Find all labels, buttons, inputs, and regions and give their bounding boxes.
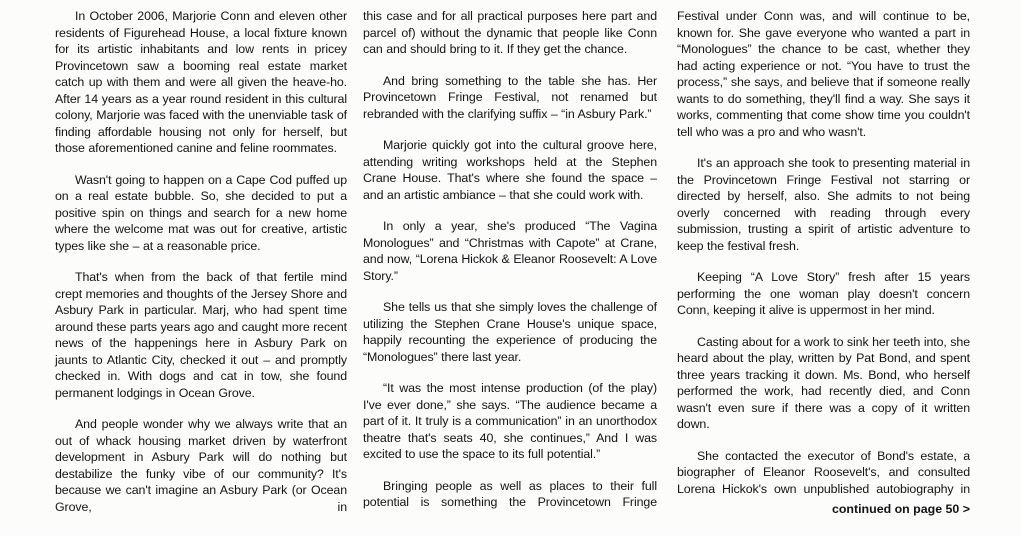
article-paragraph: In only a year, she's produced “The Vagina Monologues” and “Christmas with Capote” at Crane, and now, “Lorena Hickok & Eleanor Roosevelt: A Love Story.” bbox=[363, 219, 657, 283]
article-paragraph: She tells us that she simply loves the challenge of utilizing the Stephen Crane House's unique space, happily recounting the experience of producing the “Monologues” there last year. bbox=[363, 300, 657, 364]
article-paragraph: In October 2006, Marjorie Conn and eleven other residents of Figurehead House, a local fixture known for its artistic inhabitants and low rents in pricey Provincetown saw a booming real estate market catch up with them and were all given the heave-ho. After 14 years as a year round resident in this cultural colony, Marjorie was faced with the unenviable task of finding affordable housing not only for herself, but those aforementioned canine and feline roommates. bbox=[55, 9, 347, 155]
continued-notice: continued on page 50 > bbox=[831, 502, 970, 516]
article-paragraph: “It was the most intense production (of the play) I've ever done,” she says. “The audience became a part of it. It truly is a communication” in an unorthodox theatre that's seats 40, she continues,” And I was excited to use the space to its full potential.” bbox=[363, 381, 657, 461]
article-paragraph: Keeping “A Love Story” fresh after 15 years performing the one woman play doesn't concern Conn, keeping it alive is uppermost in her mind. bbox=[677, 270, 970, 317]
article-paragraph: That's when from the back of that fertile mind crept memories and thoughts of the Jersey Shore and Asbury Park in particular. Marj, who had spent time around these parts years ago and caught more recent news of the happenings here in Asbury Park on jaunts to Atlantic City, checked it out – and promptly checked in. With dogs and cat in tow, she found permanent lodgings in Ocean Grove. bbox=[55, 270, 347, 400]
article-paragraph: this case and for all practical purposes here part and parcel of) without the dynamic that people like Conn can and should bring to it. If they get the chance. bbox=[363, 9, 657, 56]
article-paragraph: She contacted the executor of Bond's estate, a biographer of Eleanor Roosevelt's, and consulted Lorena Hickok's own unpublished autobiography in bbox=[677, 448, 970, 496]
text-column-1 bbox=[55, 8, 347, 515]
text-column-2 bbox=[363, 8, 657, 511]
article-paragraph: Casting about for a work to sink her teeth into, she heard about the play, written by Pat Bond, and spent three years tracking it down. Ms. Bond, who herself performed the work, had recently died, and Conn wasn't even sure if there was a copy of it written down. bbox=[677, 334, 970, 431]
text-column-3 bbox=[677, 8, 970, 518]
article-paragraph: Festival under Conn was, and will continue to be, known for. She gave everyone who wanted a part in “Monologues” the chance to be cast, whether they had acting experience or not. “You have to trust the process,” she says, and believe that if someone really wants to do something, they'll find a way. She says it works, commenting that come show time you couldn't tell who was a pro and who wasn't. bbox=[677, 9, 970, 139]
article-paragraph: And people wonder why we always write that an out of whack housing market driven by waterfront development in Asbury Park will do nothing but destabilize the funky vibe of our community? It's because we can't imagine an Asbury Park (or Ocean Grove, in bbox=[55, 417, 347, 514]
article-paragraph: Bringing people as well as places to their full potential is something the Provincetown Fringe bbox=[363, 478, 657, 509]
article-paragraph: It's an approach she took to presenting material in the Provincetown Fringe Festival not starring or directed by herself, also. She admits to not being overly concerned with reading through every submission, trusting a spirit of artistic adventure to keep the festival fresh. bbox=[677, 156, 970, 253]
article-paragraph: Wasn't going to happen on a Cape Cod puffed up on a real estate bubble. So, she decided to put a positive spin on things and search for a new home where the welcome mat was out for creative, artistic types like she – at a reasonable price. bbox=[55, 172, 347, 253]
article-paragraph: Marjorie quickly got into the cultural groove here, attending writing workshops held at the Stephen Crane House. That's where she found the space – and an artistic ambiance – that she could work with. bbox=[363, 138, 657, 202]
article-paragraph: And bring something to the table she has. Her Provincetown Fringe Festival, not renamed but rebranded with the clarifying suffix – “in Asbury Park.” bbox=[363, 73, 657, 121]
